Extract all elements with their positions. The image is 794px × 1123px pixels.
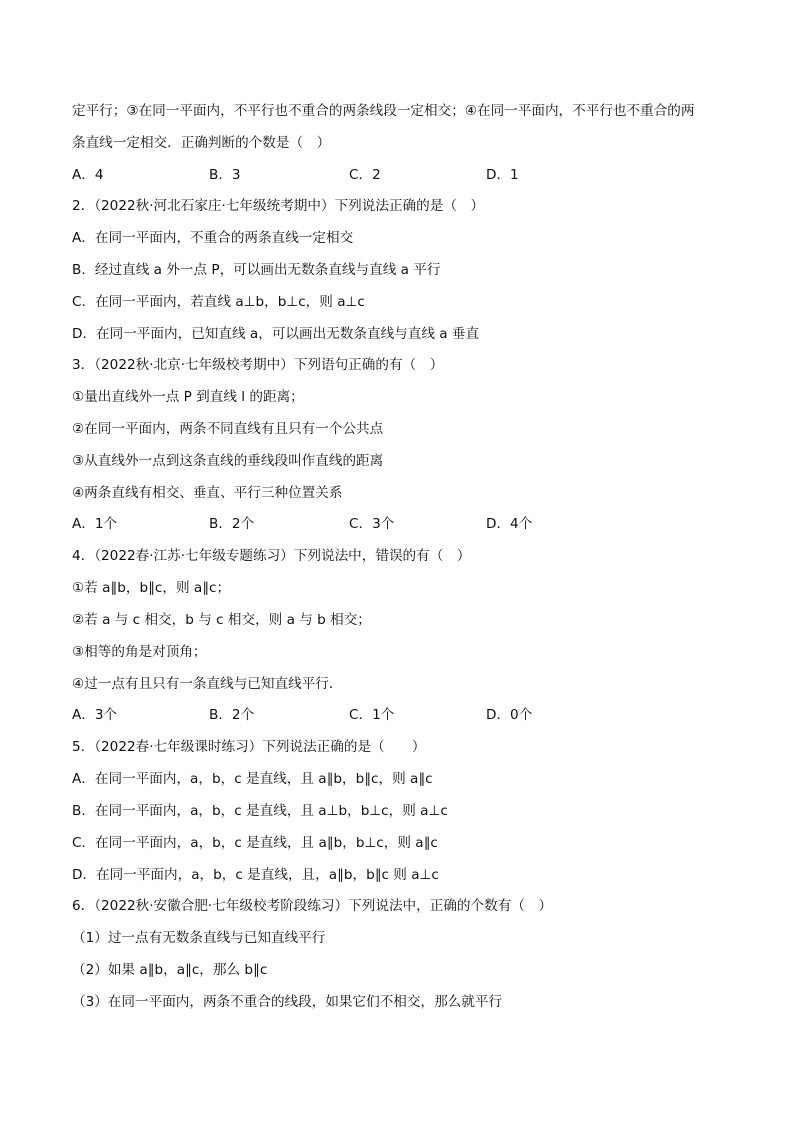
q4-option-b: B．2个 (209, 707, 255, 723)
q6-item-3: （3）在同一平面内，两条不重合的线段，如果它们不相交，那么就平行 (72, 994, 503, 1010)
q5-option-c: C．在同一平面内，a，b，c 是直线，且 a∥b，b⊥c，则 a∥c (72, 835, 438, 851)
q1-continuation-line-2: 条直线一定相交．正确判断的个数是（ ） (72, 135, 331, 151)
q4-item-4: ④过一点有且只有一条直线与已知直线平行． (72, 676, 343, 692)
q5-option-d: D．在同一平面内，a，b，c 是直线，且，a∥b，b∥c 则 a⊥c (72, 867, 439, 883)
q1-continuation-line-1: 定平行；③在同一平面内，不平行也不重合的两条线段一定相交；④在同一平面内，不平行也不重合的两 (72, 103, 695, 119)
q1-option-b: B．3 (209, 167, 241, 183)
q2-option-a: A．在同一平面内，不重合的两条直线一定相交 (72, 230, 354, 246)
q3-option-a: A．1个 (72, 516, 118, 532)
q5-option-b: B．在同一平面内，a，b，c 是直线，且 a⊥b，b⊥c，则 a⊥c (72, 803, 448, 819)
q2-option-b: B．经过直线 a 外一点 P，可以画出无数条直线与直线 a 平行 (72, 262, 441, 278)
q3-question-header: 3．（2022秋·北京·七年级校考期中）下列语句正确的有（ ） (72, 357, 444, 373)
q1-option-a: A．4 (72, 167, 104, 183)
q3-item-1: ①量出直线外一点 P 到直线 l 的距离； (72, 389, 304, 405)
q2-option-c: C．在同一平面内，若直线 a⊥b，b⊥c，则 a⊥c (72, 294, 365, 310)
q4-option-c: C．1个 (349, 707, 395, 723)
q4-option-d: D．0个 (486, 707, 533, 723)
q5-question-header: 5．（2022春·七年级课时练习）下列说法正确的是（ ） (72, 739, 426, 755)
q6-item-2: （2）如果 a∥b，a∥c，那么 b∥c (72, 962, 268, 978)
q6-item-1: （1）过一点有无数条直线与已知直线平行 (72, 930, 326, 946)
q3-item-4: ④两条直线有相交、垂直、平行三种位置关系 (72, 485, 343, 501)
q2-question-header: 2．（2022秋·河北石家庄·七年级统考期中）下列说法正确的是（ ） (72, 198, 485, 214)
q1-option-d: D．1 (486, 167, 519, 183)
q4-item-1: ①若 a∥b，b∥c，则 a∥c； (72, 580, 231, 596)
q4-item-2: ②若 a 与 c 相交，b 与 c 相交，则 a 与 b 相交； (72, 612, 371, 628)
q3-option-d: D．4个 (486, 516, 533, 532)
q6-question-header: 6．（2022秋·安徽合肥·七年级校考阶段练习）下列说法中，正确的个数有（ ） (72, 898, 553, 914)
q3-option-c: C．3个 (349, 516, 395, 532)
q4-question-header: 4．（2022春·江苏·七年级专题练习）下列说法中，错误的有（ ） (72, 548, 471, 564)
q2-option-d: D．在同一平面内，已知直线 a，可以画出无数条直线与直线 a 垂直 (72, 326, 480, 342)
q5-option-a: A．在同一平面内，a，b，c 是直线，且 a∥b，b∥c，则 a∥c (72, 771, 433, 787)
q3-item-3: ③从直线外一点到这条直线的垂线段叫作直线的距离 (72, 453, 384, 469)
q1-option-c: C．2 (349, 167, 381, 183)
q3-item-2: ②在同一平面内，两条不同直线有且只有一个公共点 (72, 421, 384, 437)
q4-option-a: A．3个 (72, 707, 118, 723)
q4-item-3: ③相等的角是对顶角； (72, 644, 207, 660)
q3-option-b: B．2个 (209, 516, 255, 532)
